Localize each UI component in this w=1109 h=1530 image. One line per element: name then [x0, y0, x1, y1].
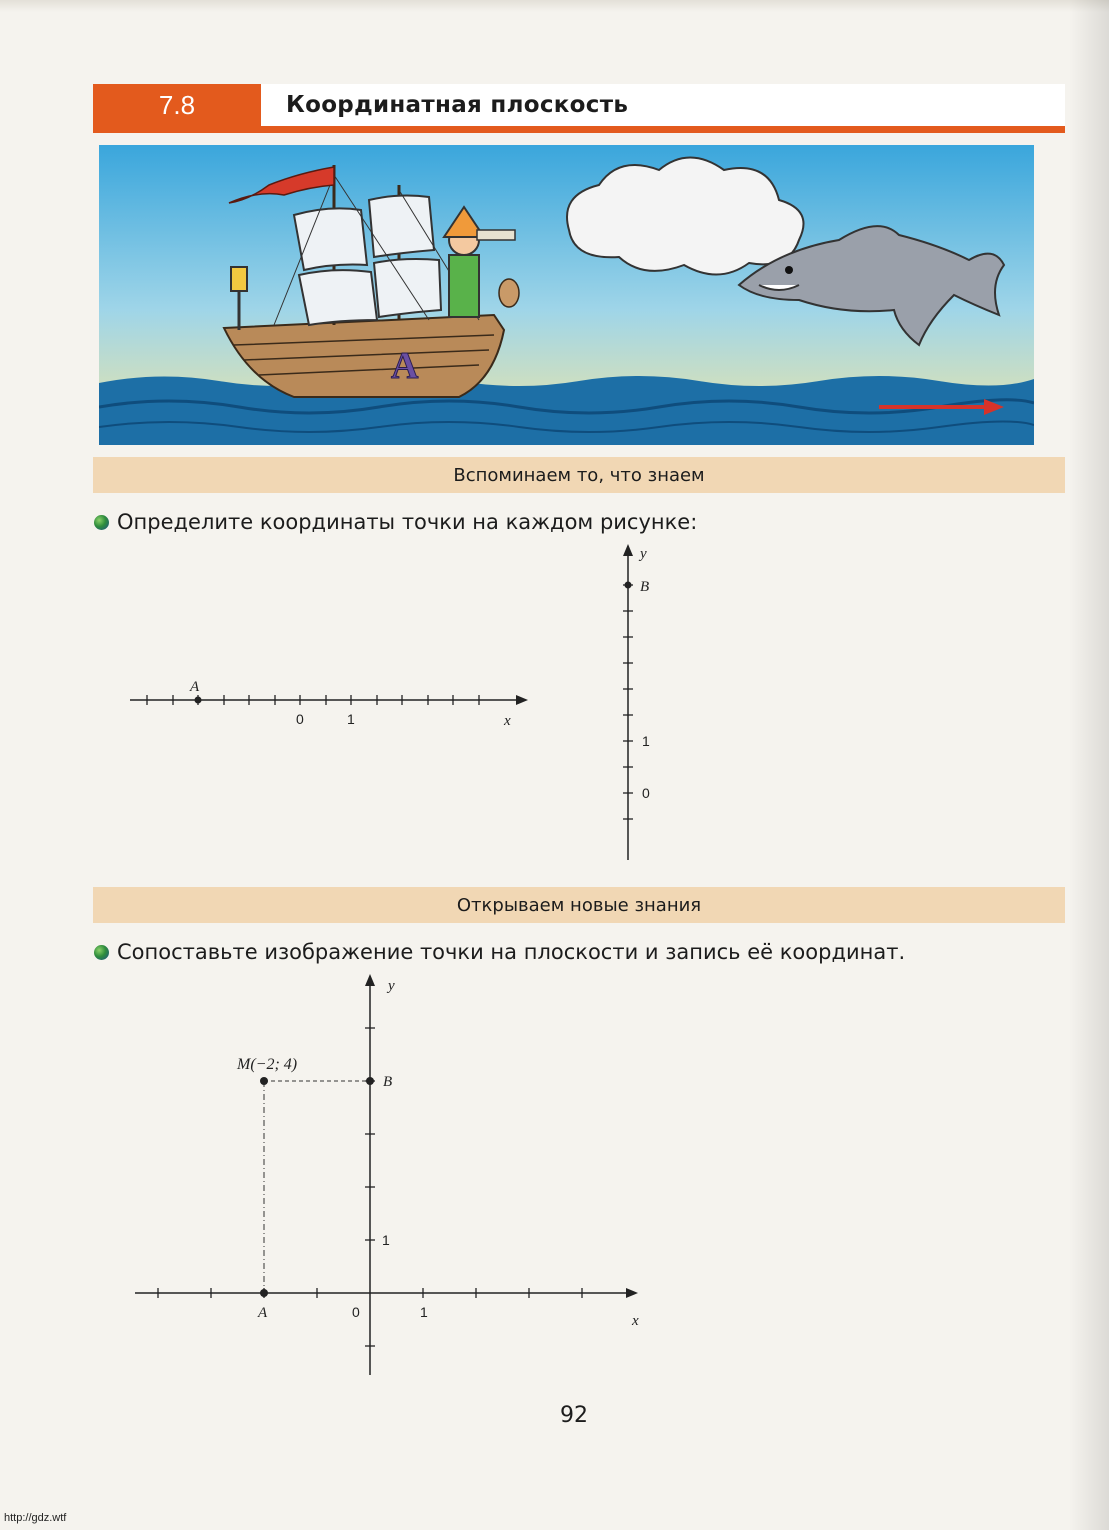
lantern [231, 267, 247, 291]
task-1-text: Определите координаты точки на каждом рисунке: [117, 510, 698, 534]
point-b-on-y [366, 1077, 374, 1085]
y-axis-label: y [640, 546, 647, 562]
task-2-text: Сопоставьте изображение точки на плоскости и запись её координат. [117, 940, 906, 964]
x-axis-label: x [504, 713, 511, 729]
section-title-new: Открываем новые знания [456, 894, 702, 916]
y-zero-label: 0 [642, 785, 650, 801]
point-a-label: A [190, 679, 200, 695]
origin-label: 0 [352, 1304, 360, 1320]
section-title-recall: Вспоминаем то, что знаем [453, 464, 705, 486]
point-a-on-x [260, 1289, 268, 1297]
section-number: 7.8 [158, 89, 196, 120]
sea [99, 376, 1034, 445]
page-title: Координатная плоскость [286, 92, 629, 118]
x-one-label: 1 [347, 711, 355, 727]
y-one-label: 1 [642, 733, 650, 749]
x-axis-label: x [632, 1313, 639, 1329]
globe-bullet-icon [94, 945, 109, 960]
section-bar-recall [93, 457, 1065, 493]
point-b-label: B [640, 579, 650, 595]
point-b [625, 582, 632, 589]
number-line-y [600, 540, 680, 870]
x-zero-label: 0 [296, 711, 304, 727]
y-axis-label: y [388, 978, 395, 994]
number-line-x [120, 670, 540, 730]
page-top-edge [0, 0, 1109, 12]
globe-bullet-icon [94, 515, 109, 530]
section-bar-new [93, 887, 1065, 923]
point-m-label: M(−2; 4) [237, 1056, 298, 1073]
header-underline [93, 126, 1065, 133]
y-one-label: 1 [382, 1232, 390, 1248]
task-2 [94, 940, 905, 964]
page-binding-shadow [1069, 0, 1109, 1530]
x-one-label: 1 [420, 1304, 428, 1320]
point-a-label: A [258, 1305, 268, 1321]
telescope [477, 230, 515, 240]
task-1 [94, 510, 697, 534]
footer-url: http://gdz.wtf [4, 1512, 67, 1524]
hull-letter: A [391, 345, 419, 387]
point-m [260, 1077, 268, 1085]
point-b-label: B [383, 1074, 393, 1090]
ship-shark-illustration [99, 145, 1034, 445]
point-a [195, 697, 202, 704]
page-number: 92 [560, 1403, 588, 1428]
coordinate-plane [130, 970, 660, 1380]
